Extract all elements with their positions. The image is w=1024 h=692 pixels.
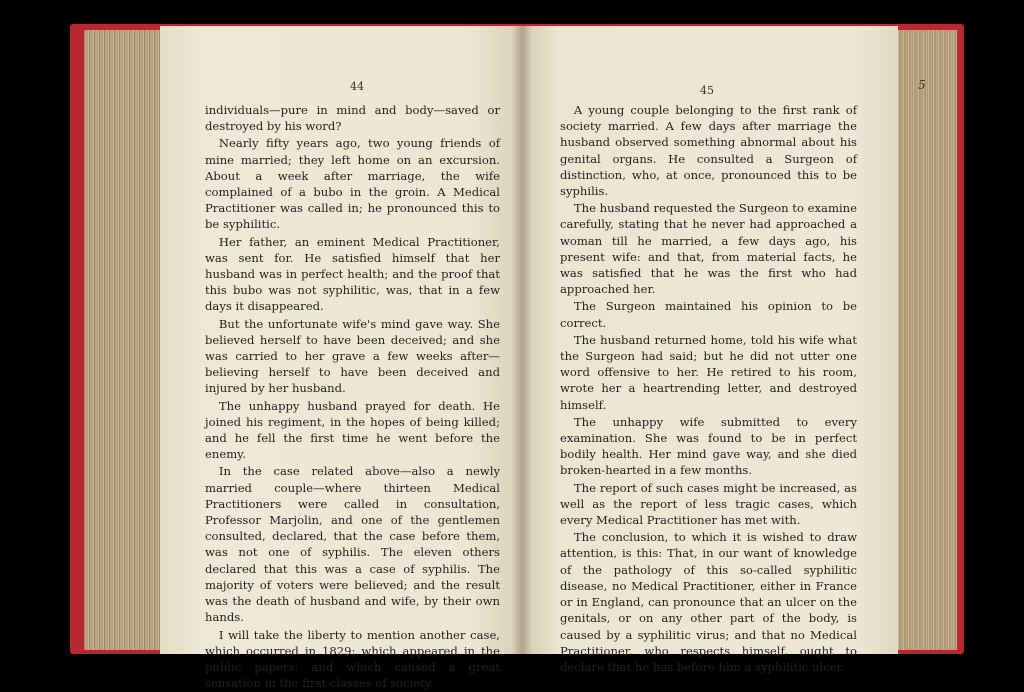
book-gutter (512, 26, 532, 654)
paragraph: I will take the liberty to mention another case, which occurred in 1829; which appeared in the public papers; and which caused a great sensation in the first classes of society. (205, 627, 500, 691)
paragraph: The unhappy husband prayed for death. He joined his regiment, in the hopes of being killed; and he fell the first time he went before the enemy. (205, 398, 500, 462)
paragraph: A young couple belonging to the first rank of society married. A few days after marriage the husband observed something abnormal about his genital organs. He consulted a Surgeon of distinction, who, at once, pronounced this to be syphilis. (560, 103, 857, 199)
left-page-edges (84, 30, 166, 650)
left-page-number: 44 (350, 80, 364, 93)
right-page-text (560, 102, 857, 676)
left-page-text (205, 102, 500, 692)
paragraph: In the case related above—also a newly married couple—where thirteen Medical Practitioners were called in consultation, Professor Marjolin, and one of the gentlemen consulted, declared, that the case before them, was not one of syphilis. The eleven others declared that this was a case of syphilis. The majority of voters were believed; and the result was the death of husband and wife, by their own hands. (205, 464, 500, 625)
paragraph: But the unfortunate wife's mind gave way. She believed herself to have been deceived; and she was carried to her grave a few weeks after—believing herself to have been deceived and injured by her husband. (205, 316, 500, 396)
paragraph: The Surgeon maintained his opinion to be correct. (560, 299, 857, 330)
paragraph: individuals—pure in mind and body—saved or destroyed by his word? (205, 103, 500, 134)
right-page-edges (893, 30, 957, 650)
right-page-number: 45 (700, 84, 714, 97)
paragraph: The unhappy wife submitted to every examination. She was found to be in perfect bodily health. Her mind gave way, and she died broken-hearted in a few months. (560, 414, 857, 478)
pencil-margin-note: 5 (918, 78, 926, 92)
paragraph: The report of such cases might be increased, as well as the report of less tragic cases, which every Medical Practitioner has met with. (560, 480, 857, 528)
paragraph: Her father, an eminent Medical Practitioner, was sent for. He satisfied himself that her husband was in perfect health; and the proof that this bubo was not syphilitic, was, that in a few days it disappeared. (205, 234, 500, 314)
paragraph: The husband returned home, told his wife what the Surgeon had said; but he did not utter one word offensive to her. He retired to his room, wrote her a heartrending letter, and destroyed himself. (560, 332, 857, 412)
paragraph: The conclusion, to which it is wished to draw attention, is this: That, in our want of knowledge of the pathology of this so-called syphilitic disease, no Medical Practitioner, either in France or in England, can pronounce that an ulcer on the genitals, or on any other part of the body, is caused by a syphilitic virus; and that no Medical Practitioner, who respects himself, ought to declare that he has before him a syphilitic ulcer. (560, 530, 857, 674)
paragraph: The husband requested the Surgeon to examine carefully, stating that he never had approached a woman till he married, a few days ago, his present wife: and that, from material facts, he was satisfied that he was the first who had approached her. (560, 201, 857, 297)
paragraph: Nearly fifty years ago, two young friends of mine married; they left home on an excursion. About a week after marriage, the wife complained of a bubo in the groin. A Medical Practitioner was called in; he pronounced this to be syphilitic. (205, 136, 500, 232)
